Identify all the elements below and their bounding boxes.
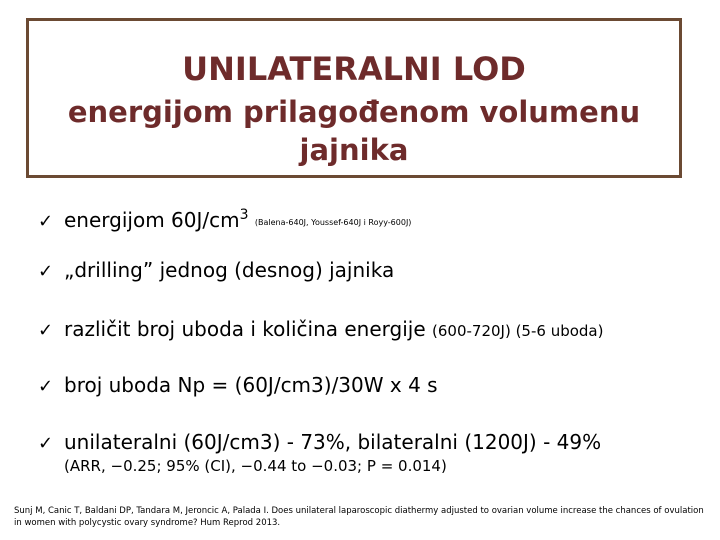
bullet-energy [38,202,411,236]
title-line-2: energijom prilagođenom volumenu [67,95,641,129]
title-line-3: jajnika [299,133,409,167]
bullet-drilling [38,257,394,285]
bullet-results [38,429,601,457]
bullet-puncture-count [38,316,603,344]
title-line-1: UNILATERALNI LOD [182,50,526,88]
bullet-text: unilateralni (60J/cm3) - 73%, bilateralni (1200J) - 49% [64,430,602,454]
bullet-text: „drilling” jednog (desnog) jajnika [64,258,395,282]
bullet-note: (600-720J) (5-6 uboda) [432,322,604,340]
bullet-text: broj uboda Np = (60J/cm3)/30W x 4 s [64,373,438,397]
bullet-formula [38,372,438,400]
checkmark-icon: ✓ [38,211,54,232]
results-statistics: (ARR, −0.25; 95% (CI), −0.44 to −0.03; P = 0.014) [64,457,447,475]
bullet-text: različit broj uboda i količina energije [64,317,432,341]
bullet-superscript: 3 [239,207,249,223]
checkmark-icon: ✓ [38,261,54,282]
checkmark-icon: ✓ [38,320,54,341]
title-box [26,18,682,178]
checkmark-icon: ✓ [38,433,54,454]
citation: Sunj M, Canic T, Baldani DP, Tandara M, Jeroncic A, Palada I. Does unilateral laparoscopic diathermy adjusted to ovarian volume increase the chances of ovulation in women with polycystic ovary syndrome? Hum Reprod 2013. [14,506,704,528]
bullet-text: energijom 60J/cm [64,208,240,232]
checkmark-icon: ✓ [38,376,54,397]
bullet-note: (Balena-640J, Youssef-640J i Royy-600J) [254,218,412,227]
